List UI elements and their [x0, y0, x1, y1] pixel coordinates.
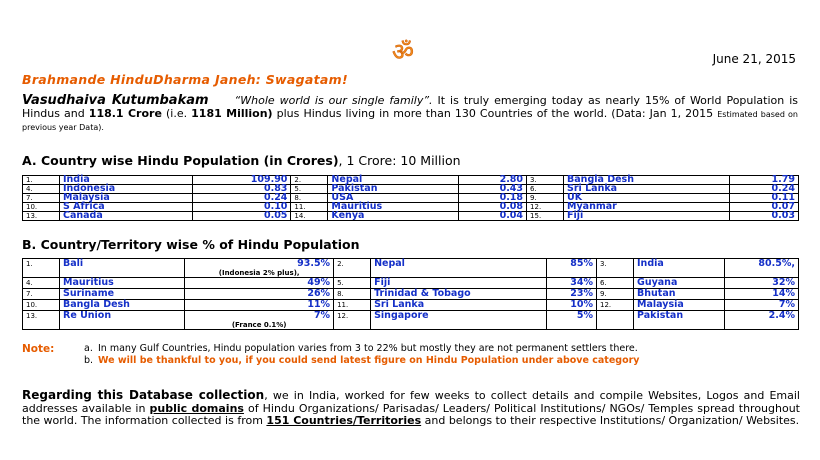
table-row: [23, 203, 799, 212]
row-number: 3.: [597, 259, 634, 278]
value-text: 80.5%,: [758, 258, 795, 269]
row-number: 4.: [23, 278, 60, 289]
country-name: Indonesia: [60, 185, 193, 194]
om-symbol-icon: [376, 38, 430, 64]
country-name: Bali: [60, 259, 185, 278]
row-number: 11.: [291, 203, 328, 212]
value-text: 7%: [313, 310, 331, 321]
table-row: [23, 194, 799, 203]
population-value: [185, 289, 334, 300]
notes-block: [22, 344, 802, 366]
svg-text:ॐ: ॐ: [392, 38, 414, 64]
population-crore-table: [22, 175, 799, 221]
value-text: 0.03: [771, 210, 795, 221]
row-number: 2.: [334, 259, 371, 278]
intro-population-crore: 118.1 Crore: [88, 106, 162, 120]
population-value: [185, 311, 334, 330]
country-name: Sri Lanka: [371, 300, 547, 311]
country-name: S Africa: [60, 203, 193, 212]
population-value: [185, 300, 334, 311]
note-a-text: In many Gulf Countries, Hindu population varies from 3 to 22% but mostly they are not permanent settlers there.: [98, 343, 638, 354]
row-number: 4.: [23, 185, 60, 194]
row-number: 13.: [23, 311, 60, 330]
value-text: 0.24: [263, 192, 288, 203]
country-name: Singapore: [371, 311, 547, 330]
public-domains-link[interactable]: public domains: [149, 401, 244, 415]
row-number: 5.: [334, 278, 371, 289]
value-text: 0.10: [263, 201, 288, 212]
date: June 21, 2015: [712, 52, 796, 66]
row-number: 8.: [334, 289, 371, 300]
population-value: [725, 278, 799, 289]
row-number: 12.: [527, 203, 564, 212]
country-name: Suriname: [60, 289, 185, 300]
value-text: 14%: [772, 288, 795, 299]
value-text: 49%: [307, 277, 331, 288]
table-row: [23, 278, 799, 289]
value-text: 34%: [570, 277, 594, 288]
note-label: Note:: [22, 343, 55, 355]
row-number: 9.: [527, 194, 564, 203]
population-value: [546, 300, 596, 311]
population-value: [725, 259, 799, 278]
population-value: [193, 212, 291, 221]
value-text: 23%: [570, 288, 594, 299]
value-subnote: (France 0.1%): [231, 321, 287, 329]
country-name: Canada: [60, 212, 193, 221]
row-number: 10.: [23, 203, 60, 212]
row-number: 6.: [527, 185, 564, 194]
value-text: 2.80: [499, 174, 524, 185]
row-number: 10.: [23, 300, 60, 311]
population-percent-table: [22, 258, 799, 330]
row-number: 1.: [23, 259, 60, 278]
value-subnote: (Indonesia 2% plus),: [218, 269, 300, 277]
country-name: Nepal: [328, 176, 458, 185]
intro-paragraph: [22, 95, 798, 135]
population-value: [725, 300, 799, 311]
country-name: Pakistan: [328, 185, 458, 194]
country-name: Bhutan: [634, 289, 725, 300]
value-text: 7%: [778, 299, 795, 310]
country-name: Fiji: [371, 278, 547, 289]
population-value: [730, 212, 799, 221]
section-b-title: B. Country/Territory wise % of Hindu Population: [22, 237, 360, 252]
country-name: Trinidad & Tobago: [371, 289, 547, 300]
greeting-heading: Brahmande HinduDharma Janeh: Swagatam!: [22, 72, 348, 87]
country-name: Malaysia: [60, 194, 193, 203]
table-row: [23, 300, 799, 311]
country-name: UK: [564, 194, 730, 203]
table-row: [23, 212, 799, 221]
row-number: 3.: [527, 176, 564, 185]
intro-quote: “Whole world is our single family”.: [234, 94, 433, 107]
intro-text-a: It is truly emerging today as nearly 15% of World Population is Hindus and: [22, 94, 799, 120]
population-value: [725, 289, 799, 300]
countries-territories-link[interactable]: 151 Countries/Territories: [266, 414, 422, 427]
regarding-text-1: , we in India, worked for few weeks to collect details and compile Websites, Logos and Email addresses available in: [22, 389, 800, 415]
row-number: 2.: [291, 176, 328, 185]
population-value: [185, 278, 334, 289]
country-name: Pakistan: [634, 311, 725, 330]
value-text: 1.79: [771, 174, 795, 185]
regarding-text-3: and belongs to their respective Institutions/ Organization/ Websites.: [421, 414, 800, 427]
table-row: [23, 311, 799, 330]
country-name: Fiji: [564, 212, 730, 221]
country-name: Bangla Desh: [60, 300, 185, 311]
regarding-text-2: of Hindu Organizations/ Parisadas/ Leaders/ Political Institutions/ NGOs/ Temples spread throughout the world. The information collected is from: [22, 401, 800, 427]
value-text: 0.11: [771, 192, 795, 203]
row-number: 7.: [23, 194, 60, 203]
table-row: [23, 176, 799, 185]
value-text: 26%: [307, 288, 331, 299]
row-number: 7.: [23, 289, 60, 300]
value-text: 0.08: [499, 201, 524, 212]
row-number: 14.: [291, 212, 328, 221]
row-number: [597, 311, 634, 330]
value-text: 0.24: [771, 183, 795, 194]
value-text: 0.18: [499, 192, 524, 203]
value-text: 0.05: [263, 210, 288, 221]
population-value: [546, 259, 596, 278]
value-text: 11%: [307, 299, 331, 310]
value-text: 10%: [570, 299, 594, 310]
intro-text-b: (i.e.: [161, 106, 192, 120]
intro-footnote: Estimated based on previous year Data).: [22, 109, 798, 132]
value-text: 5%: [576, 310, 594, 321]
table-row: [23, 185, 799, 194]
table-row: [23, 289, 799, 300]
row-number: 8.: [291, 194, 328, 203]
country-name: Guyana: [634, 278, 725, 289]
value-text: 0.04: [499, 210, 524, 221]
value-text: 2.4%: [768, 310, 795, 321]
regarding-heading: Regarding this Database collection: [22, 388, 265, 402]
population-value: [546, 289, 596, 300]
country-name: USA: [328, 194, 458, 203]
population-value: [725, 311, 799, 330]
note-a-marker: a.: [84, 343, 93, 354]
population-value: [458, 212, 527, 221]
regarding-paragraph: [22, 389, 800, 428]
country-name: Nepal: [371, 259, 547, 278]
value-text: 85%: [570, 258, 594, 269]
population-value: [546, 311, 596, 330]
country-name: Bangla Desh: [564, 176, 730, 185]
value-text: 109.90: [250, 174, 288, 185]
row-number: 12.: [334, 311, 371, 330]
country-name: Sri Lanka: [564, 185, 730, 194]
row-number: 12.: [597, 300, 634, 311]
value-text: 0.83: [263, 183, 288, 194]
country-name: Kenya: [328, 212, 458, 221]
population-value: [546, 278, 596, 289]
intro-text-c: plus Hindus living in more than 130 Countries of the world. (Data: Jan 1, 2015: [272, 106, 718, 120]
row-number: 13.: [23, 212, 60, 221]
country-name: Re Union: [60, 311, 185, 330]
country-name: Myanmar: [564, 203, 730, 212]
row-number: 5.: [291, 185, 328, 194]
row-number: 15.: [527, 212, 564, 221]
country-name: India: [634, 259, 725, 278]
country-name: Mauritius: [328, 203, 458, 212]
section-a-title-rest: , 1 Crore: 10 Million: [338, 153, 461, 168]
country-name: Malaysia: [634, 300, 725, 311]
value-text: 0.07: [771, 201, 795, 212]
population-value: [185, 259, 334, 278]
section-a-title: [22, 153, 461, 168]
row-number: 1.: [23, 176, 60, 185]
note-b-marker: b.: [84, 354, 94, 366]
intro-motto: Vasudhaiva Kutumbakam: [22, 93, 209, 108]
row-number: 11.: [334, 300, 371, 311]
note-b-text: We will be thankful to you, if you could send latest figure on Hindu Population under above category: [98, 354, 640, 366]
country-name: Mauritius: [60, 278, 185, 289]
row-number: 6.: [597, 278, 634, 289]
value-text: 0.43: [499, 183, 524, 194]
intro-population-million: 1181 Million): [191, 106, 273, 120]
country-name: India: [60, 176, 193, 185]
table-row: [23, 259, 799, 278]
value-text: 32%: [772, 277, 795, 288]
row-number: 9.: [597, 289, 634, 300]
section-a-title-main: A. Country wise Hindu Population (in Crores): [22, 153, 339, 168]
value-text: 93.5%: [297, 258, 331, 269]
